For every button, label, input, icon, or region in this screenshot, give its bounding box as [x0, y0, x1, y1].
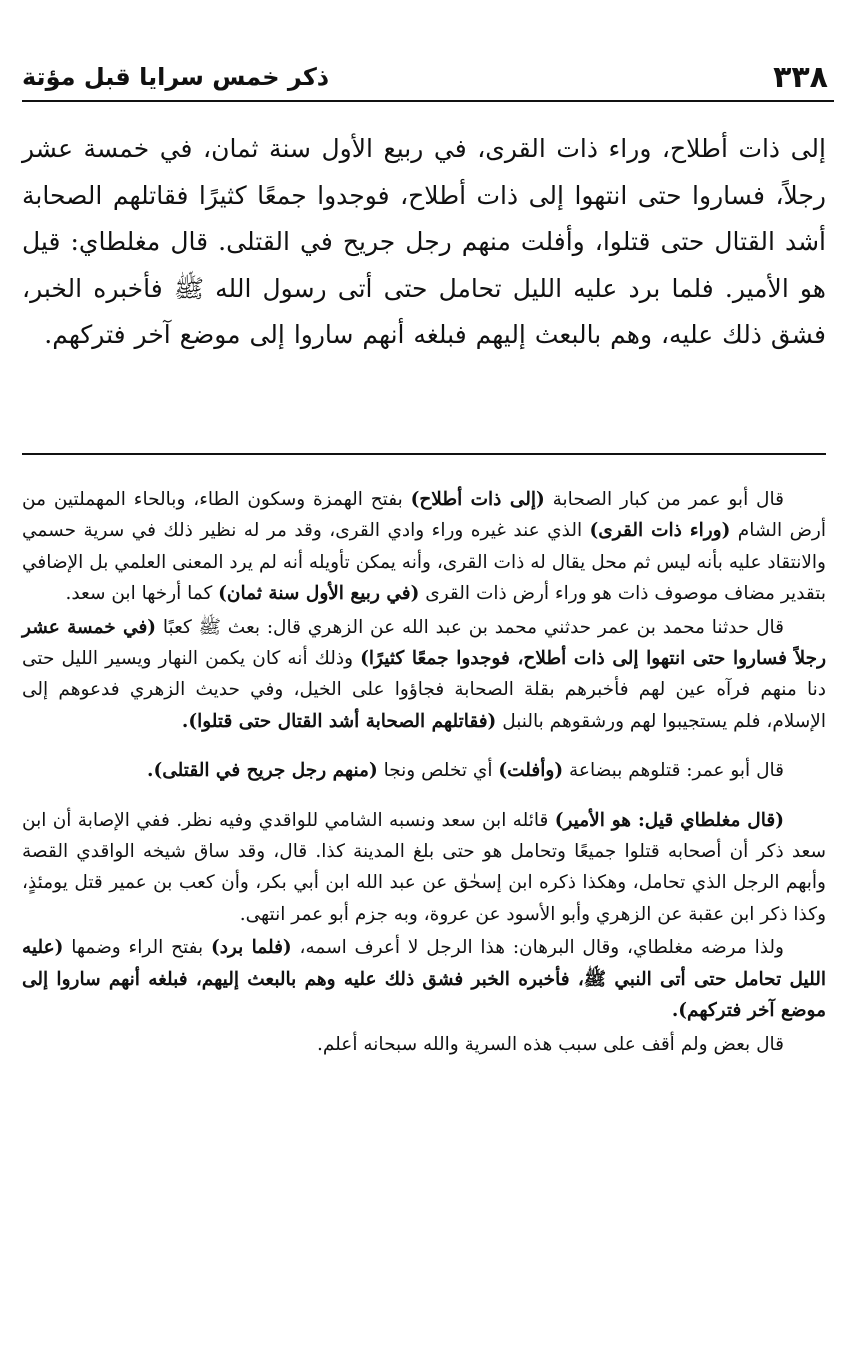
commentary-paragraph: قال أبو عمر: قتلوهم ببضاعة (وأفلت) أي تخلص ونجا (منهم رجل جريح في القتلى).: [147, 760, 784, 782]
quoted-phrase: (وراء ذات القرى): [589, 520, 731, 542]
quoted-phrase: (إلى ذات أطلاح): [410, 489, 545, 510]
quoted-phrase: (في ربيع الأول سنة ثمان): [218, 583, 420, 605]
footnote-separator: [22, 453, 826, 455]
commentary-paragraph: ولذا مرضه مغلطاي، وقال البرهان: هذا الرجل لا أعرف اسمه، (فلما برد) بفتح الراء وضمها (عليه الليل تحامل حتى أتى النبي ﷺ، فأخبره الخبر فشق ذلك عليه وهم بالبعث إليهم، فبلغه أنهم ساروا إلى موضع آخر فتركهم).: [22, 937, 826, 1022]
quoted-phrase: (فلما برد): [210, 937, 292, 959]
quoted-phrase: (في خمسة عشر رجلاً فساروا حتى انتهوا إلى ذات أطلاح، فوجدوا جمعًا كثيرًا): [22, 616, 827, 670]
commentary: [22, 484, 826, 1060]
running-title: ذكر خمس سرايا قبل مؤتة: [22, 63, 330, 91]
header-rule: [22, 100, 834, 102]
main-text: إلى ذات أطلاح، وراء ذات القرى، في ربيع الأول سنة ثمان، في خمسة عشر رجلاً، فساروا حتى انتهوا إلى ذات أطلاح، فوجدوا جمعًا كثيرًا فقاتلهم الصحابة أشد القتال حتى قتلوا، وأفلت منهم رجل جريح في القتلى. قال مغلطاي: قيل هو الأمير. فلما برد عليه الليل تحامل حتى أتى رسول الله ﷺ فأخبره الخبر، فشق ذلك عليه، وهم بالبعث إليهم فبلغه أنهم ساروا إلى موضع آخر فتركهم.: [22, 134, 826, 349]
commentary-paragraph: (قال مغلطاي قيل: هو الأمير) قائله ابن سعد ونسبه الشامي للواقدي وفيه نظر. ففي الإصابة أن ابن سعد ذكر أن أصحابه قتلوا جميعًا وتحامل هو حتى بلغ المدينة كذا. قال، وقد ساق شيخه الواقدي القصة وأبهم الرجل الذي تحامل، وهكذا ذكره ابن إسحٰق عن عبد الله ابن أبي بكر، وأن كعب بن عمير قتل يومئذٍ، وكذا ذكر ابن عقبة عن الزهري وأبو الأسود عن عروة، وبه جزم أبو عمر انتهى.: [22, 809, 826, 925]
commentary-paragraph: قال بعض ولم أقف على سبب هذه السرية والله سبحانه أعلم.: [316, 1033, 784, 1055]
commentary-paragraph: قال حدثنا محمد بن عمر حدثني محمد بن عبد الله عن الزهري قال: بعث ﷺ كعبًا (في خمسة عشر رجلاً فساروا حتى انتهوا إلى ذات أطلاح، فوجدوا جمعًا كثيرًا) وذلك أنه كان يكمن النهار ويسير الليل حتى دنا منهم فرآه عين لهم فأخبرهم بقلة الصحابة فجاؤوا على الخيل، وفي حديث الزهري فدعوهم إلى الإسلام، فلم يستجيبوا لهم ورشقوهم بالنبل (فقاتلهم الصحابة أشد القتال حتى قتلوا).: [22, 616, 827, 732]
commentary-paragraph: قال أبو عمر من كبار الصحابة (إلى ذات أطلاح) بفتح الهمزة وسكون الطاء، وبالحاء المهملتين من أرض الشام (وراء ذات القرى) الذي عند غيره وراء وادي القرى، وقد مر له نظير ذلك في سرية حسمي والانتقاد عليه بأنه ليس ثم محل يقال له ذات القرى، وأنه يمكن تأويله أنه لم يرد المعنى العلمي بل الإضافي بتقدير مضاف موصوف ذات هو وراء أرض ذات القرى (في ربيع الأول سنة ثمان) كما أرخها ابن سعد.: [22, 489, 827, 605]
quoted-phrase: (قال مغلطاي قيل: هو الأمير): [554, 809, 784, 831]
quoted-phrase: (فقاتلهم الصحابة أشد القتال حتى قتلوا).: [181, 710, 497, 732]
page-header: [22, 52, 828, 102]
quoted-phrase: (منهم رجل جريح في القتلى).: [147, 760, 378, 782]
page-number: ٣٣٨: [773, 59, 828, 95]
quoted-phrase: (عليه الليل تحامل حتى أتى النبي ﷺ، فأخبره الخبر فشق ذلك عليه وهم بالبعث إليهم، فبلغه أنهم ساروا إلى موضع آخر فتركهم).: [22, 937, 826, 1022]
quoted-phrase: (وأفلت): [498, 760, 564, 782]
